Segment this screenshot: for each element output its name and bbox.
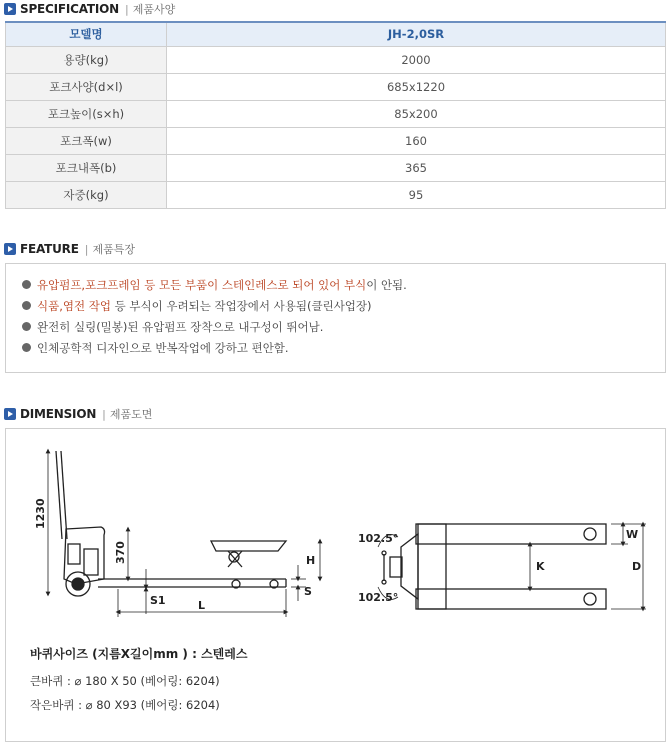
bullet-icon [22,280,31,289]
table-row [6,181,666,208]
feature-text: 이 안됨. [366,277,407,292]
top-view-drawing [378,524,606,609]
bullet-icon [22,301,31,310]
d-label: D [632,560,642,573]
arrow-icon [4,243,16,255]
bullet-icon [22,322,31,331]
row-value: 685x1220 [167,73,666,100]
dimension-subtitle: 제품도면 [109,408,153,421]
row-label: 포크폭(w) [6,127,167,154]
handle-height-label: 370 [114,541,127,564]
table-header-row [6,22,666,46]
angle-bottom-label: 102.5° [358,591,399,604]
wheel-size-title: 바퀴사이즈 (지름X길이mm ) : 스텐레스 [30,647,248,661]
row-value: 85x200 [167,100,666,127]
divider: | [84,242,89,256]
header-model-value: JH-2,0SR [167,22,666,46]
bullet-icon [22,343,31,352]
total-height-label: 1230 [34,498,47,529]
big-wheel-spec: 큰바퀴 : ⌀ 180 X 50 (베어링: 6204) [30,674,220,688]
feature-title: FEATURE [20,242,79,256]
dimension-title: DIMENSION [20,407,97,421]
header-label: 모델명 [6,22,167,46]
small-wheel-spec: 작은바퀴 : ⌀ 80 X93 (베어링: 6204) [30,698,220,712]
side-view-drawing [56,451,286,596]
row-label: 포크내폭(b) [6,154,167,181]
row-label: 포크사양(d×l) [6,73,167,100]
s-label: S [304,585,312,598]
l-label: L [198,599,206,612]
table-row [6,100,666,127]
feature-text: 완전히 실링(밀봉)된 유압펌프 장착으로 내구성이 뛰어남. [37,319,324,334]
arrow-icon [4,408,16,420]
divider: | [125,2,129,16]
row-value: 160 [167,127,666,154]
k-label: K [536,560,545,573]
row-value: 365 [167,154,666,181]
dimension-drawing [6,429,665,639]
specification-table [5,21,666,209]
feature-text: 등 부식이 우려되는 작업장에서 사용됨(클린사업장) [110,298,372,313]
arrow-icon [4,3,16,15]
dimension-heading [4,406,152,422]
w-label: W [626,528,639,541]
list-item [22,316,665,337]
dimension-box [5,428,666,742]
feature-highlight: 유압펌프,포크프레임 등 모든 부품이 스테인레스로 되어 있어 부식 [37,277,367,292]
feature-subtitle: 제품특장 [92,243,135,256]
table-row [6,73,666,100]
specification-title: SPECIFICATION [20,2,120,16]
feature-heading [4,241,135,257]
s1-label: S1 [150,594,166,607]
list-item [22,295,665,316]
row-value: 95 [167,181,666,208]
feature-highlight: 식품,염전 작업 [37,298,111,313]
specification-heading [4,1,175,17]
table-row [6,127,666,154]
specification-subtitle: 제품사양 [132,3,176,16]
table-row [6,46,666,73]
feature-text: 인체공학적 디자인으로 반복작업에 강하고 편안함. [37,340,289,355]
list-item [22,337,665,358]
row-value: 2000 [167,46,666,73]
row-label: 자중(kg) [6,181,167,208]
row-label: 용량(kg) [6,46,167,73]
divider: | [102,407,106,421]
h-label: H [306,554,316,567]
row-label: 포크높이(s×h) [6,100,167,127]
list-item [22,274,665,295]
feature-box [5,263,666,373]
angle-top-label: 102.5° [358,532,399,545]
table-row [6,154,666,181]
